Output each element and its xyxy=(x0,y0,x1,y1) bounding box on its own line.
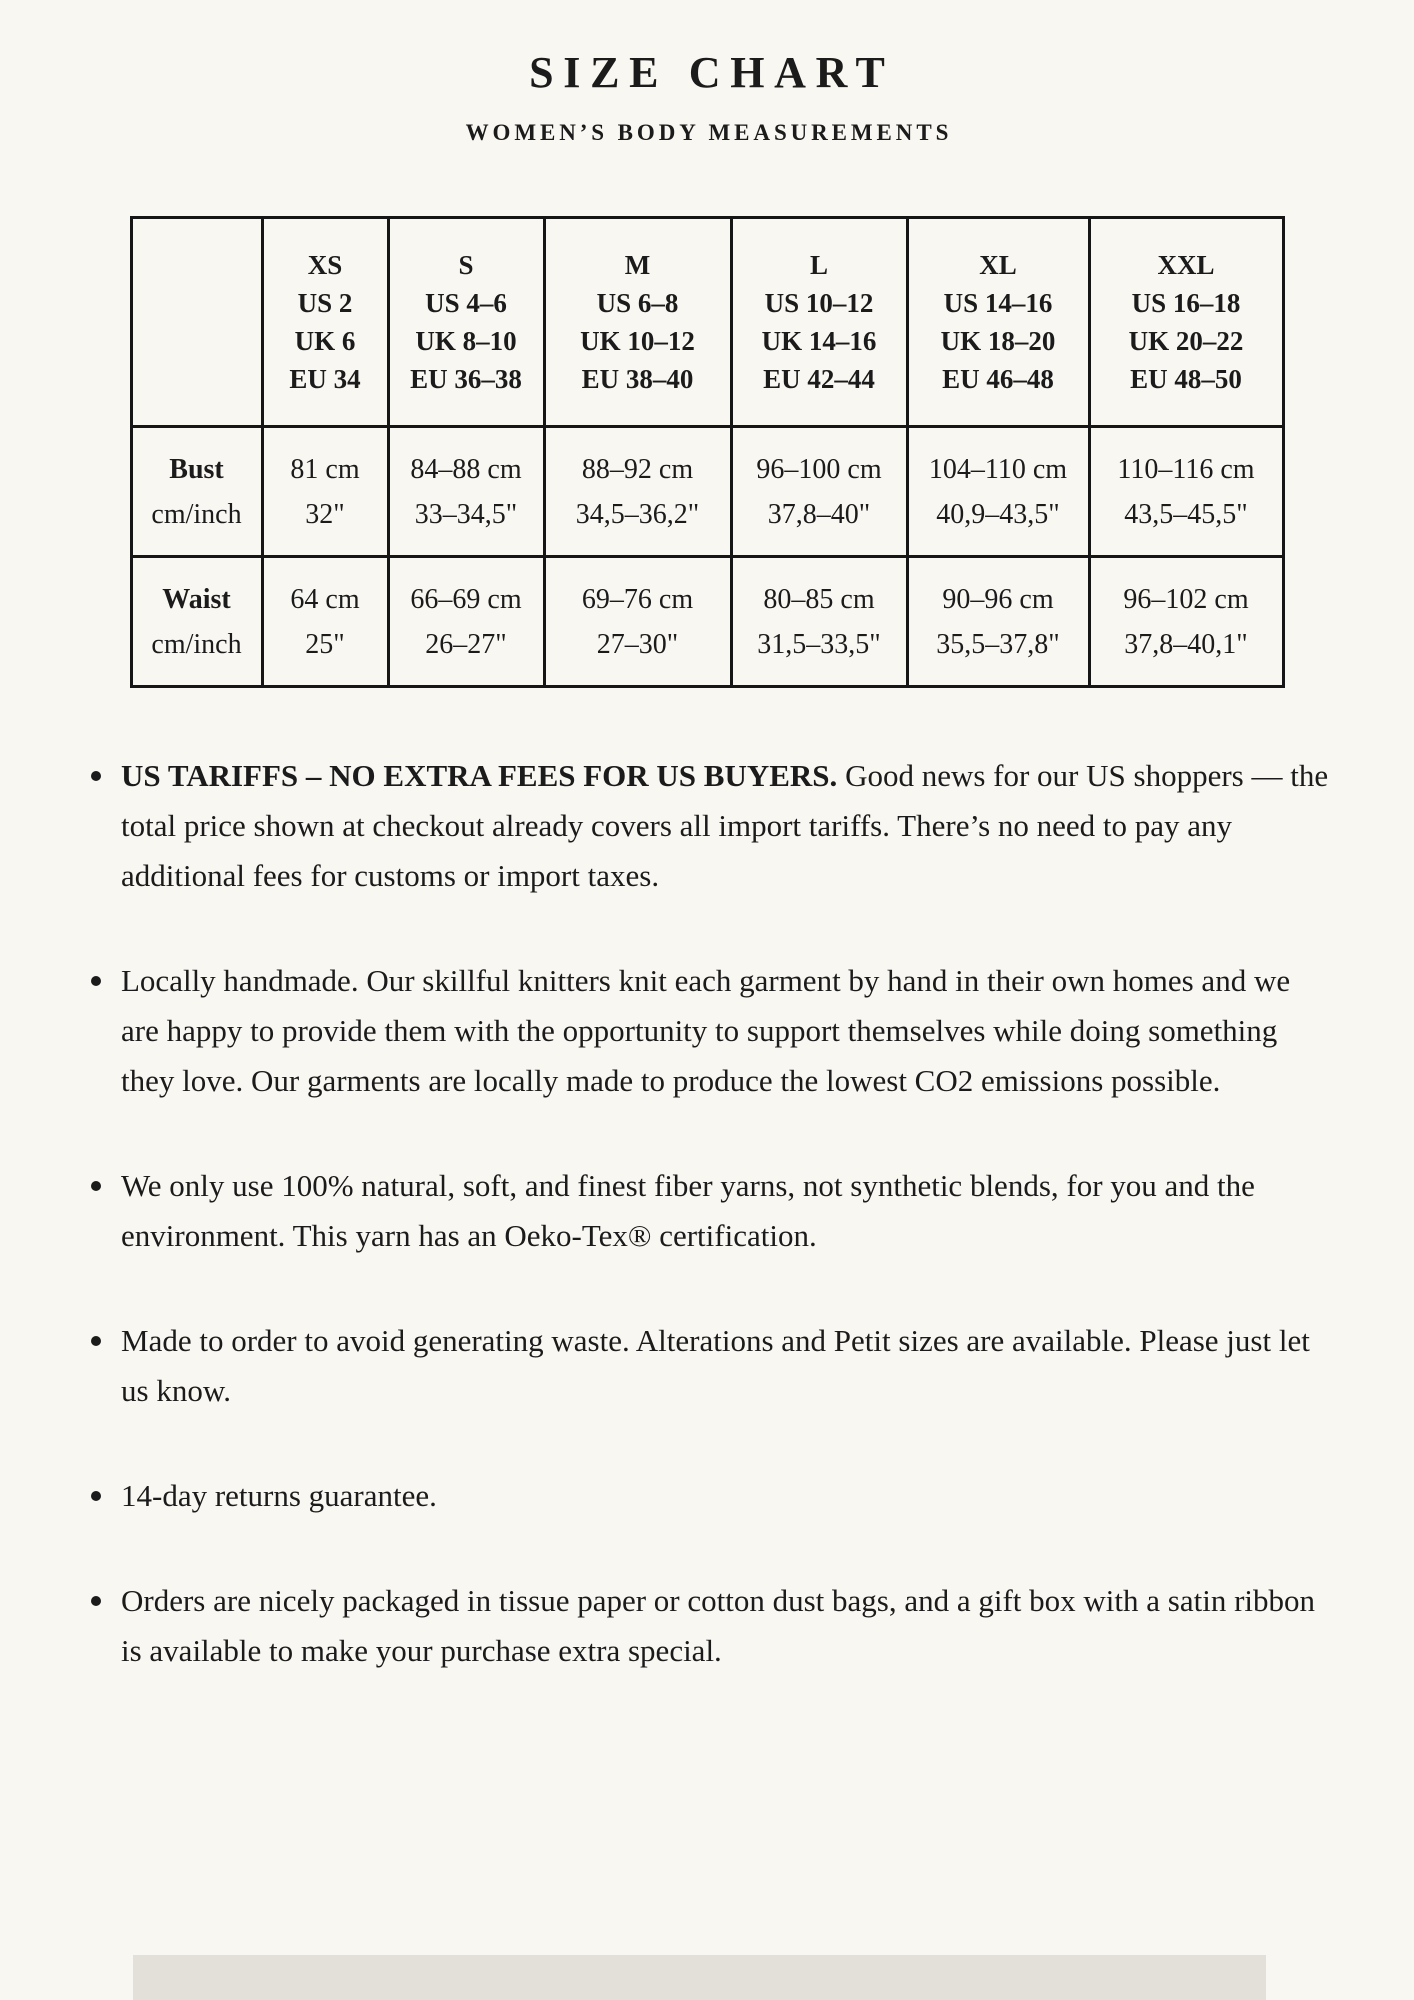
value-inch: 43,5–45,5" xyxy=(1124,498,1248,530)
size-label: S xyxy=(458,250,474,280)
eu-size: EU 46–48 xyxy=(942,364,1054,394)
waist-row xyxy=(131,557,1283,687)
value-cm: 81 cm xyxy=(290,453,360,485)
size-label: XS xyxy=(307,250,343,280)
bullet-text: Orders are nicely packaged in tissue paper or cotton dust bags, and a gift box with a satin ribbon is available to make your purchase extra special. xyxy=(121,1583,1316,1668)
eu-size: EU 34 xyxy=(289,364,361,394)
value-inch: 32" xyxy=(305,498,345,530)
value-cm: 110–116 cm xyxy=(1117,453,1255,485)
footer-image-strip xyxy=(133,1955,1266,2000)
bullet-text: Locally handmade. Our skillful knitters knit each garment by hand in their own homes and we are happy to provide them with the opportunity to support themselves while doing something they love. Our garments are locally made to produce the lowest CO2 emissions possible. xyxy=(121,963,1291,1098)
uk-size: UK 18–20 xyxy=(940,326,1056,356)
value-cm: 84–88 cm xyxy=(410,453,522,485)
measurement-name: Waist xyxy=(162,583,231,615)
col-header-l xyxy=(731,218,907,427)
value-inch: 33–34,5" xyxy=(414,498,518,530)
us-size: US 4–6 xyxy=(425,288,507,318)
bust-row xyxy=(131,427,1283,557)
uk-size: UK 6 xyxy=(294,326,356,356)
value-cm: 69–76 cm xyxy=(581,583,694,615)
bullet-bold-lead: US TARIFFS – NO EXTRA FEES FOR US BUYERS. xyxy=(121,758,838,793)
eu-size: EU 42–44 xyxy=(763,364,875,394)
eu-size: EU 36–38 xyxy=(410,364,522,394)
value-inch: 34,5–36,2" xyxy=(575,498,700,530)
value-cm: 64 cm xyxy=(290,583,360,615)
waist-cell-xs xyxy=(262,557,388,687)
bullet-text: 14-day returns guarantee. xyxy=(121,1478,437,1513)
bullet-text: Good news for our US shoppers — the total price shown at checkout already covers all import tariffs. There’s no need to pay any additional fees for customs or import taxes. xyxy=(121,758,1329,893)
value-inch: 35,5–37,8" xyxy=(936,628,1060,660)
us-size: US 6–8 xyxy=(596,288,679,318)
value-inch: 37,8–40" xyxy=(767,498,871,530)
col-header-s xyxy=(388,218,544,427)
uk-size: UK 10–12 xyxy=(580,326,695,356)
bust-cell-l xyxy=(731,427,907,557)
size-table xyxy=(130,216,1285,688)
row-label-waist xyxy=(131,557,262,687)
value-inch: 25" xyxy=(305,628,345,660)
measurement-unit: cm/inch xyxy=(151,498,242,530)
size-label: XL xyxy=(979,250,1017,280)
col-header-xl xyxy=(907,218,1089,427)
uk-size: UK 20–22 xyxy=(1128,326,1244,356)
bullet-packaging xyxy=(88,1576,1333,1676)
table-corner-cell xyxy=(131,218,262,427)
value-cm: 90–96 cm xyxy=(942,583,1054,615)
value-inch: 37,8–40,1" xyxy=(1124,628,1248,660)
value-cm: 80–85 cm xyxy=(763,583,875,615)
col-header-xs xyxy=(262,218,388,427)
bust-cell-xl xyxy=(907,427,1089,557)
us-size: US 16–18 xyxy=(1131,288,1241,318)
measurement-unit: cm/inch xyxy=(151,628,242,660)
waist-cell-xl xyxy=(907,557,1089,687)
col-header-xxl xyxy=(1089,218,1283,427)
measurement-name: Bust xyxy=(169,453,224,485)
waist-cell-xxl xyxy=(1089,557,1283,687)
us-size: US 10–12 xyxy=(764,288,874,318)
page-subtitle: WOMEN’S BODY MEASUREMENTS xyxy=(465,120,953,145)
bust-cell-s xyxy=(388,427,544,557)
size-table-header-row xyxy=(131,218,1283,427)
uk-size: UK 8–10 xyxy=(415,326,517,356)
bullet-text: Made to order to avoid generating waste. Alterations and Petit sizes are available. Please just let us know. xyxy=(121,1323,1310,1408)
eu-size: EU 38–40 xyxy=(581,364,694,394)
bullet-made-to-order xyxy=(88,1316,1333,1416)
size-label: XXL xyxy=(1157,250,1215,280)
us-size: US 2 xyxy=(297,288,353,318)
waist-cell-s xyxy=(388,557,544,687)
page-title: SIZE CHART xyxy=(529,48,895,97)
value-inch: 40,9–43,5" xyxy=(936,498,1060,530)
bullet-natural-yarns xyxy=(88,1161,1333,1261)
value-cm: 96–102 cm xyxy=(1123,583,1249,615)
bust-cell-xxl xyxy=(1089,427,1283,557)
value-cm: 104–110 cm xyxy=(928,453,1068,485)
col-header-m xyxy=(544,218,731,427)
size-label: L xyxy=(809,250,828,280)
bullet-text: We only use 100% natural, soft, and finest fiber yarns, not synthetic blends, for you and the environment. This yarn has an Oeko-Tex® certification. xyxy=(121,1168,1255,1253)
bust-cell-m xyxy=(544,427,731,557)
value-inch: 26–27" xyxy=(425,628,507,660)
bullet-us-tariffs xyxy=(88,751,1333,901)
value-cm: 88–92 cm xyxy=(581,453,694,485)
value-inch: 27–30" xyxy=(596,628,679,660)
value-cm: 66–69 cm xyxy=(410,583,522,615)
product-info-list xyxy=(88,751,1333,1676)
size-label: M xyxy=(624,250,651,280)
bullet-returns-guarantee xyxy=(88,1471,1333,1521)
value-cm: 96–100 cm xyxy=(756,453,882,485)
bullet-locally-handmade xyxy=(88,956,1333,1106)
us-size: US 14–16 xyxy=(943,288,1053,318)
bust-cell-xs xyxy=(262,427,388,557)
waist-cell-l xyxy=(731,557,907,687)
waist-cell-m xyxy=(544,557,731,687)
uk-size: UK 14–16 xyxy=(761,326,877,356)
row-label-bust xyxy=(131,427,262,557)
value-inch: 31,5–33,5" xyxy=(757,628,881,660)
eu-size: EU 48–50 xyxy=(1130,364,1242,394)
